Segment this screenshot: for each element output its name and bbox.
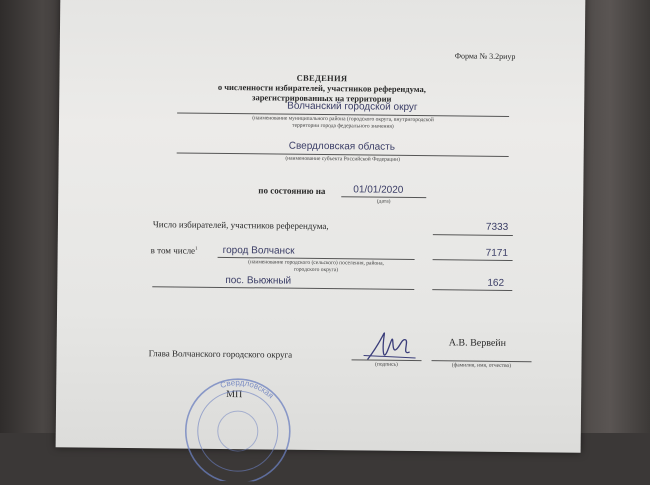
footnote-mark: 1 bbox=[195, 246, 198, 252]
municipality-caption-line1: (наименование муниципального района (городского округа, внутригородской bbox=[252, 115, 434, 124]
settlement-2-count: 162 bbox=[487, 277, 505, 289]
voters-total-underline bbox=[433, 234, 513, 236]
as-of-caption: (дата) bbox=[376, 198, 391, 205]
mp-label: МП bbox=[226, 389, 243, 401]
document-page bbox=[56, 0, 586, 453]
voters-label: Число избирателей, участников референдума, bbox=[152, 219, 329, 232]
settlement-1-count: 7171 bbox=[485, 247, 508, 259]
voters-total: 7333 bbox=[485, 221, 509, 233]
form-number: Форма № 3.2риур bbox=[454, 51, 516, 62]
settlement-2-count-underline bbox=[432, 289, 512, 291]
name-caption: (фамилия, имя, отчество) bbox=[451, 362, 512, 370]
document-subtitle-line1: о численности избирателей, участников референдума, bbox=[217, 81, 426, 95]
settlement-1-count-underline bbox=[433, 259, 513, 261]
settlement-caption-line2: городского округа) bbox=[293, 266, 339, 274]
head-name: А.В. Вервейн bbox=[448, 337, 507, 349]
settlement-2-underline bbox=[152, 286, 414, 290]
including-text: в том числе bbox=[150, 245, 196, 256]
as-of-label: по состоянию на bbox=[258, 185, 326, 197]
svg-text:Свердловская bbox=[219, 378, 275, 400]
signature-caption: (подпись) bbox=[375, 361, 398, 368]
settlement-caption-line1: (наименование городского (сельского) поселения, района, bbox=[248, 259, 384, 267]
subject-value: Свердловская область bbox=[288, 140, 396, 153]
settlement-1-name: город Волчанск bbox=[222, 244, 295, 257]
document-title: СВЕДЕНИЯ bbox=[296, 72, 348, 84]
including-label bbox=[151, 245, 198, 255]
municipality-value: Волчанский городской округ bbox=[287, 100, 418, 114]
official-stamp bbox=[175, 370, 316, 481]
settlement-2-name: пос. Вьюжный bbox=[225, 275, 292, 287]
head-label: Глава Волчанского городского округа bbox=[148, 348, 293, 360]
as-of-date: 01/01/2020 bbox=[353, 184, 404, 196]
subject-caption: (наименование субъекта Российской Федерации) bbox=[285, 155, 400, 163]
municipality-caption-line2: территории города федерального значения) bbox=[292, 122, 394, 130]
document-subtitle-line2: зарегистрированных на территории bbox=[252, 92, 392, 104]
stamp-text: Свердловская bbox=[219, 378, 276, 401]
